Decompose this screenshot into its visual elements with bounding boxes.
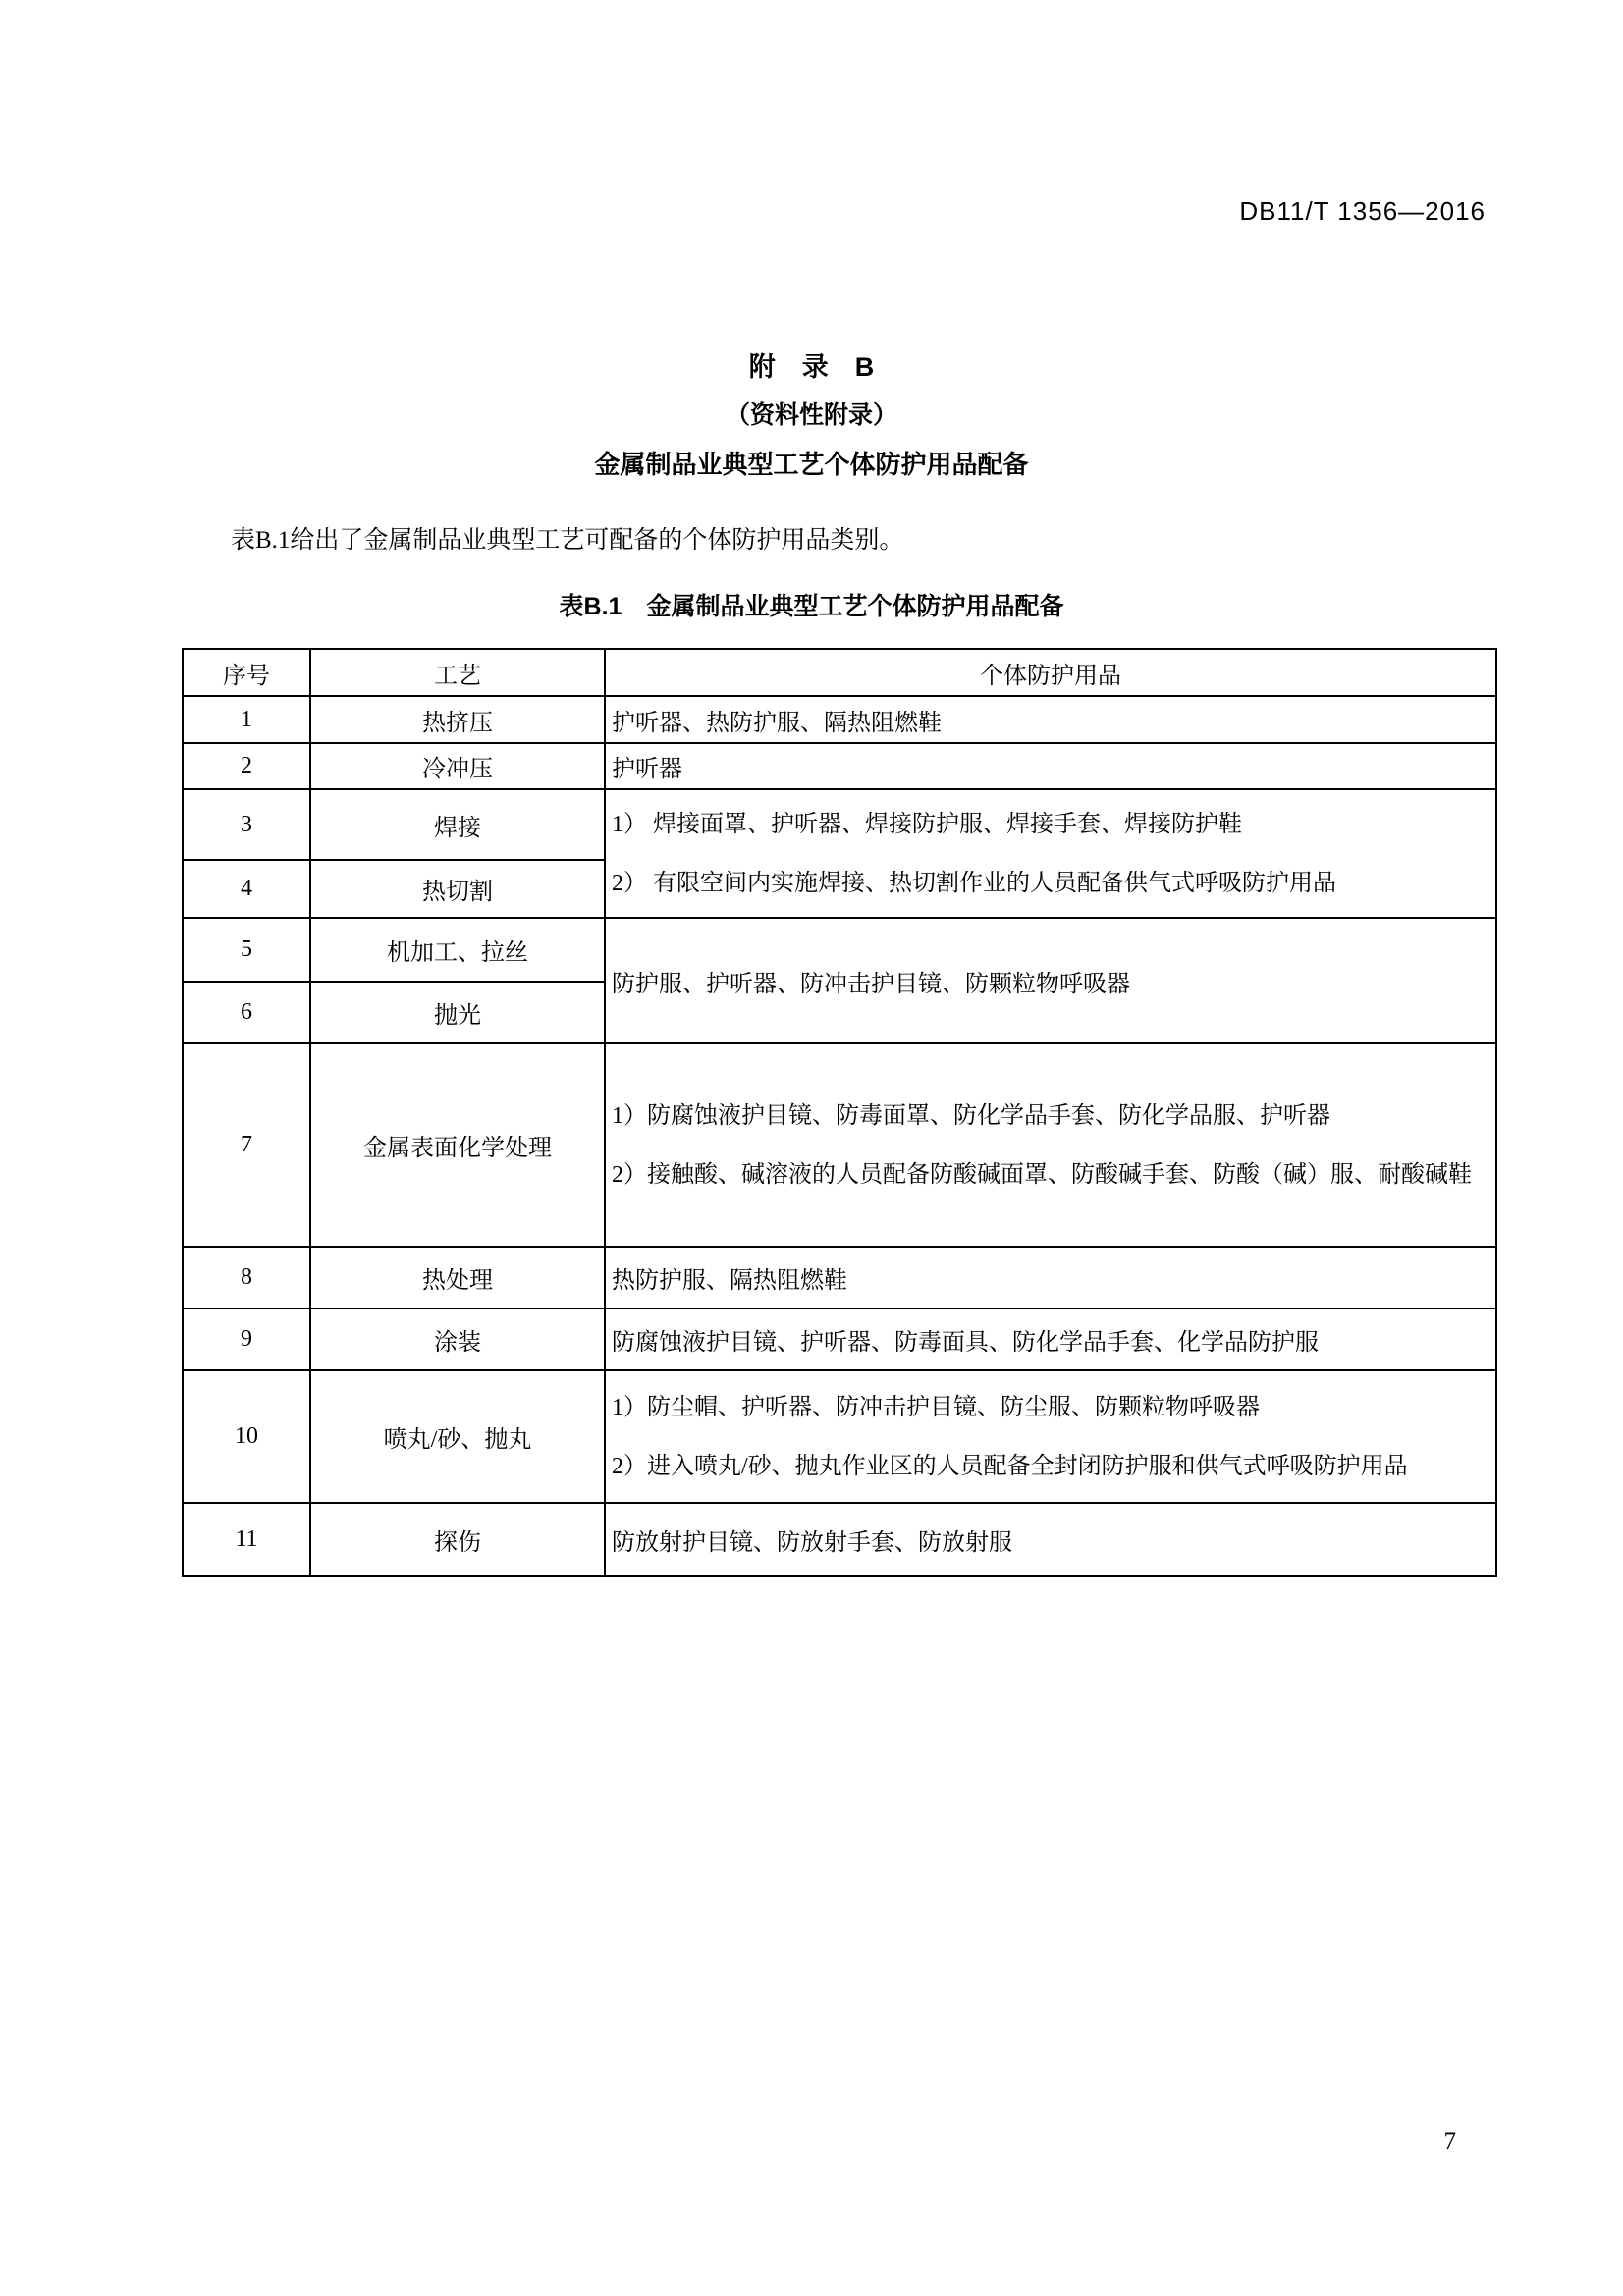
cell-process: 涂装 [310, 1308, 605, 1370]
cell-process: 喷丸/砂、抛丸 [310, 1370, 605, 1503]
cell-ppe: 热防护服、隔热阻燃鞋 [605, 1247, 1496, 1308]
cell-no: 10 [183, 1370, 310, 1503]
cell-ppe: 护听器、热防护服、隔热阻燃鞋 [605, 696, 1496, 743]
table-row [183, 789, 1496, 860]
cell-process: 抛光 [310, 982, 605, 1043]
intro-paragraph: 表B.1给出了金属制品业典型工艺可配备的个体防护用品类别。 [231, 527, 904, 554]
cell-ppe [605, 1370, 1496, 1503]
table-caption: 表B.1 金属制品业典型工艺个体防护用品配备 [559, 593, 1064, 620]
cell-ppe-merged: 防护服、护听器、防冲击护目镜、防颗粒物呼吸器 [605, 918, 1496, 1043]
ppe-line: 2）进入喷丸/砂、抛丸作业区的人员配备全封闭防护服和供气式呼吸防护用品 [612, 1453, 1408, 1479]
cell-process: 热切割 [310, 860, 605, 918]
cell-process: 热挤压 [310, 696, 605, 743]
cell-process: 冷冲压 [310, 743, 605, 789]
cell-process: 热处理 [310, 1247, 605, 1308]
cell-process: 金属表面化学处理 [310, 1043, 605, 1247]
cell-ppe: 护听器 [605, 743, 1496, 789]
cell-no: 1 [183, 696, 310, 743]
col-header-ppe: 个体防护用品 [605, 649, 1496, 696]
cell-process: 探伤 [310, 1503, 605, 1576]
table-row [183, 1370, 1496, 1503]
cell-no: 6 [183, 982, 310, 1043]
table-row [183, 1503, 1496, 1576]
table-row [183, 696, 1496, 743]
cell-no: 8 [183, 1247, 310, 1308]
table-row [183, 743, 1496, 789]
ppe-line: 1） 焊接面罩、护听器、焊接防护服、焊接手套、焊接防护鞋 [612, 811, 1242, 837]
ppe-line: 1）防尘帽、护听器、防冲击护目镜、防尘服、防颗粒物呼吸器 [612, 1394, 1260, 1420]
cell-no: 2 [183, 743, 310, 789]
table-row [183, 918, 1496, 982]
cell-no: 5 [183, 918, 310, 982]
ppe-table [182, 648, 1497, 1577]
cell-ppe [605, 1043, 1496, 1247]
ppe-line: 2） 有限空间内实施焊接、热切割作业的人员配备供气式呼吸防护用品 [612, 870, 1336, 896]
table-header-row [183, 649, 1496, 696]
ppe-line: 2）接触酸、碱溶液的人员配备防酸碱面罩、防酸碱手套、防酸（碱）服、耐酸碱鞋 [612, 1161, 1472, 1188]
cell-no: 9 [183, 1308, 310, 1370]
appendix-heading: 金属制品业典型工艺个体防护用品配备 [594, 450, 1029, 479]
appendix-title-block [0, 346, 1623, 481]
cell-ppe: 防腐蚀液护目镜、护听器、防毒面具、防化学品手套、化学品防护服 [605, 1308, 1496, 1370]
doc-number: DB11/T 1356—2016 [1239, 196, 1486, 226]
cell-no: 11 [183, 1503, 310, 1576]
cell-no: 3 [183, 789, 310, 860]
col-header-no: 序号 [183, 649, 310, 696]
cell-process: 焊接 [310, 789, 605, 860]
cell-no: 4 [183, 860, 310, 918]
table-row [183, 1247, 1496, 1308]
table-row [183, 1043, 1496, 1247]
appendix-title: 附 录 B [748, 352, 875, 382]
appendix-subtitle: （资料性附录） [725, 401, 897, 429]
page-number: 7 [1443, 2128, 1456, 2155]
table-row [183, 1308, 1496, 1370]
cell-process: 机加工、拉丝 [310, 918, 605, 982]
cell-ppe: 防放射护目镜、防放射手套、防放射服 [605, 1503, 1496, 1576]
col-header-process: 工艺 [310, 649, 605, 696]
cell-no: 7 [183, 1043, 310, 1247]
ppe-line: 1）防腐蚀液护目镜、防毒面罩、防化学品手套、防化学品服、护听器 [612, 1102, 1330, 1129]
cell-ppe-merged [605, 789, 1496, 918]
